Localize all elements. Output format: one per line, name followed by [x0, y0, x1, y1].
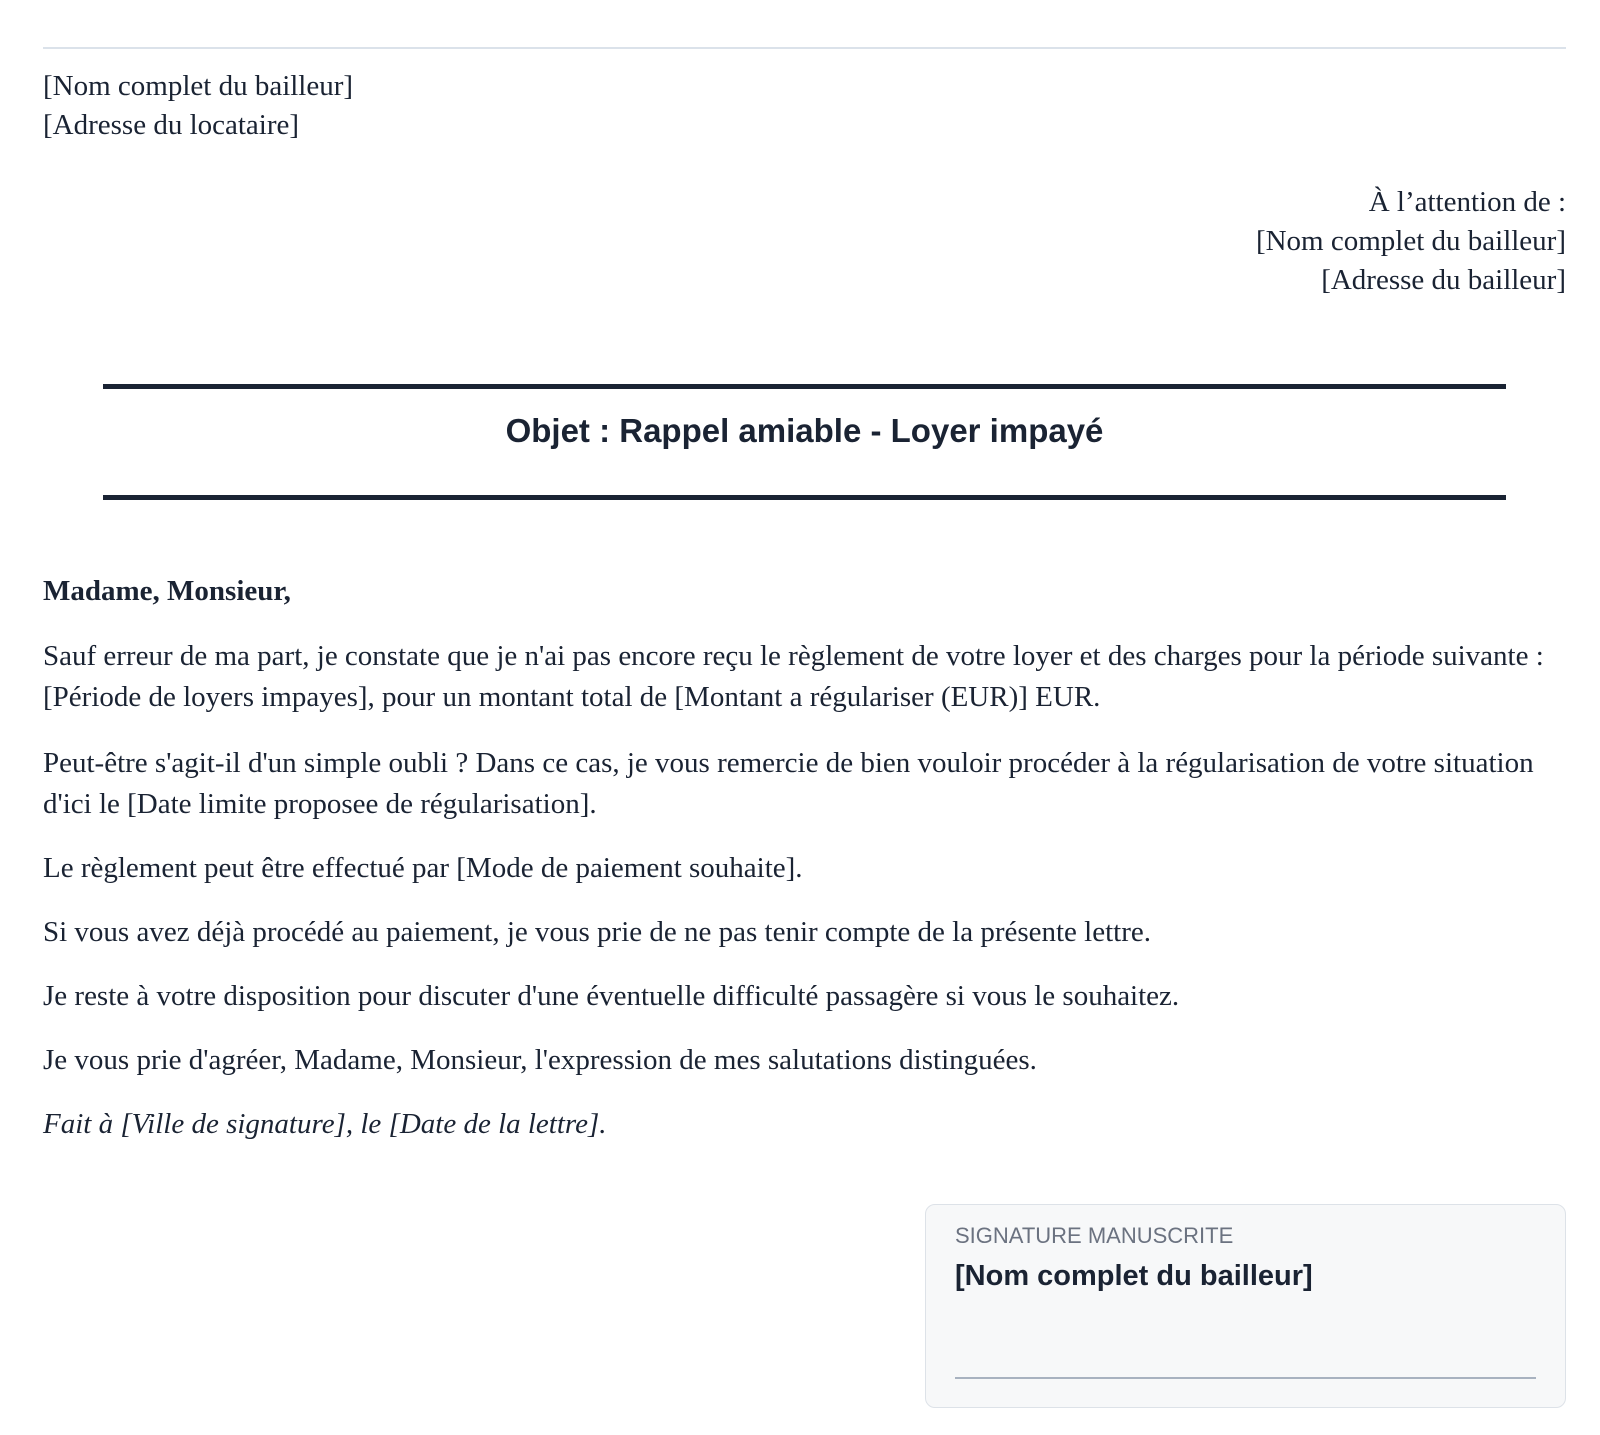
recipient-address: [Adresse du bailleur]	[1321, 264, 1566, 296]
sender-block	[43, 67, 353, 145]
body-paragraph: Le règlement peut être effectué par [Mode de paiement souhaite].	[43, 852, 803, 884]
body-paragraph: Peut-être s'agit-il d'un simple oubli ? Dans ce cas, je vous remercie de bien vouloir procéder à la régularisation de votre situation d'ici le [Date limite proposee de régularisation].	[43, 747, 1534, 820]
sender-address: [Adresse du locataire]	[43, 109, 300, 141]
place-date: Fait à [Ville de signature], le [Date de la lettre].	[43, 1108, 607, 1140]
recipient-attention: À l’attention de :	[1368, 186, 1566, 218]
body-paragraph: Je reste à votre disposition pour discuter d'une éventuelle difficulté passagère si vous le souhaitez.	[43, 980, 1180, 1012]
sender-name: [Nom complet du bailleur]	[43, 70, 354, 102]
signature-line	[955, 1377, 1536, 1379]
header-divider	[43, 47, 1566, 49]
subject-line: Objet : Rappel amiable - Loyer impayé	[505, 412, 1104, 449]
letter-page	[43, 0, 1566, 1435]
body-paragraph: Si vous avez déjà procédé au paiement, je vous prie de ne pas tenir compte de la présente lettre.	[43, 916, 1152, 948]
body-paragraph: Sauf erreur de ma part, je constate que je n'ai pas encore reçu le règlement de votre loyer et des charges pour la période suivante : [Période de loyers impayes], pour un montant total de [Montant a régulariser (EUR)] EUR.	[43, 640, 1544, 713]
greeting: Madame, Monsieur,	[43, 575, 291, 607]
recipient-name: [Nom complet du bailleur]	[1255, 225, 1566, 257]
signature-box	[925, 1204, 1566, 1408]
signature-label: SIGNATURE MANUSCRITE	[955, 1223, 1234, 1248]
signature-name: [Nom complet du bailleur]	[955, 1260, 1313, 1292]
recipient-block	[1256, 183, 1566, 300]
closing-formula: Je vous prie d'agréer, Madame, Monsieur, l'expression de mes salutations distinguées.	[43, 1044, 1037, 1076]
subject-block	[103, 384, 1506, 500]
